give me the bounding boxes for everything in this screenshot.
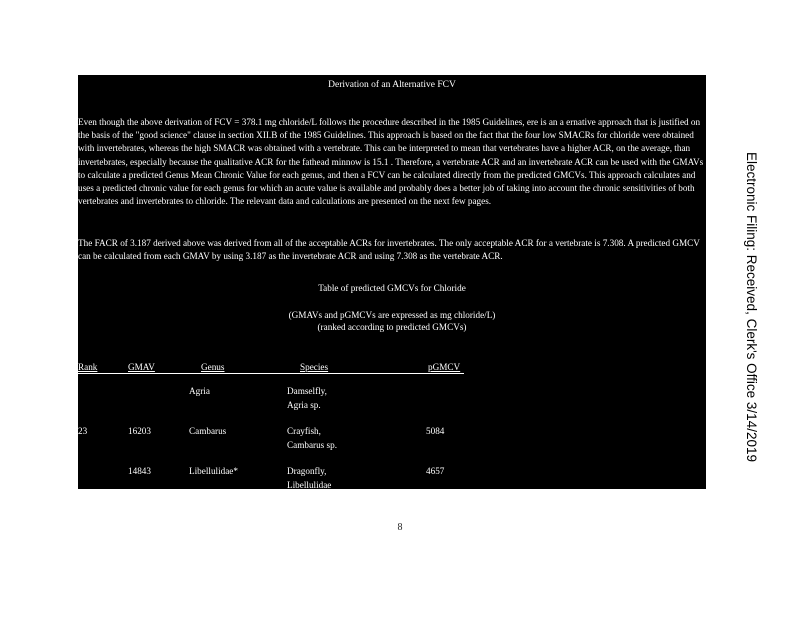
cell-pgmcv: 5084 [426, 426, 445, 436]
cell-rank: 23 [78, 426, 88, 436]
paragraph-2: The FACR of 3.187 derived above was derived from all of the acceptable ACRs for invertebrates. The only acceptable ACR for a vertebrate is 7.308. A predicted GMCV can be calculated from each GMAV by using 3.187 as the invertebrate ACR and using 7.308 as the vertebrate ACR. [78, 238, 700, 262]
paragraph-1: Even though the above derivation of FCV = 378.1 mg chloride/L follows the procedure described in the 1985 Guidelines, ere is an a ernative approach that is justified on the basis of the "good science" clause in section XII.B of the 1985 Guidelines. This approach is based on the fact that the four low SMACRs for chloride were obtained with invertebrates, whereas the high SMACR was obtained with a vertebrate. This can be interpreted to mean that vertebrates have a higher ACR, on the average, than invertebrates, especially because the qualitative ACR for the fathead minnow is 15.1 . Therefore, a vertebrate ACR and an invertebrate ACR can be used with the GMAVs to calculate a predicted Genus Mean Chronic Value for each genus, and then a FCV can be calculated directly from the predicted GMCVs. This approach calculates and uses a predicted chronic value for each genus for which an acute value is available and probably does a better job of taking into account the chronic sensitivities of both vertebrates and invertebrates to chloride. The relevant data and calculations are presented on the next few pages. [78, 117, 704, 207]
cell-species-scientific: Agria sp. [287, 400, 321, 410]
column-header-species: Species [300, 362, 329, 372]
column-header-pgmcv: pGMCV [428, 362, 461, 372]
column-header-rank: Rank [78, 362, 98, 372]
cell-species-scientific: Libellulidae [287, 480, 332, 489]
cell-species-common: Damselfly, [287, 386, 327, 396]
section-heading: Derivation of an Alternative FCV [328, 80, 456, 90]
cell-species-common: Crayfish, [287, 426, 321, 436]
scanned-content-block [78, 75, 706, 489]
cell-pgmcv: 4657 [426, 466, 445, 476]
table-title: Table of predicted GMCVs for Chloride [318, 283, 466, 293]
cell-genus: Agria [189, 386, 210, 396]
cell-species-scientific: Cambarus sp. [287, 440, 338, 450]
cell-species-common: Dragonfly, [287, 466, 327, 476]
cell-gmav: 16203 [128, 426, 151, 436]
table-subtitle-ranking: (ranked according to predicted GMCVs) [317, 322, 467, 332]
filing-stamp [738, 152, 764, 462]
cell-genus: Libellulidae* [189, 466, 238, 476]
column-header-gmav: GMAV [128, 362, 155, 372]
table-subtitle-units: (GMAVs and pGMCVs are expressed as mg chloride/L) [288, 310, 496, 320]
table-header-rule [78, 373, 464, 374]
page-number: 8 [397, 522, 403, 533]
filing-stamp-text: Electronic Filing: Received, Clerk's Office 3/14/2019 [744, 152, 759, 462]
column-header-genus: Genus [201, 362, 225, 372]
cell-gmav: 14843 [128, 466, 151, 476]
cell-genus: Cambarus [189, 426, 227, 436]
